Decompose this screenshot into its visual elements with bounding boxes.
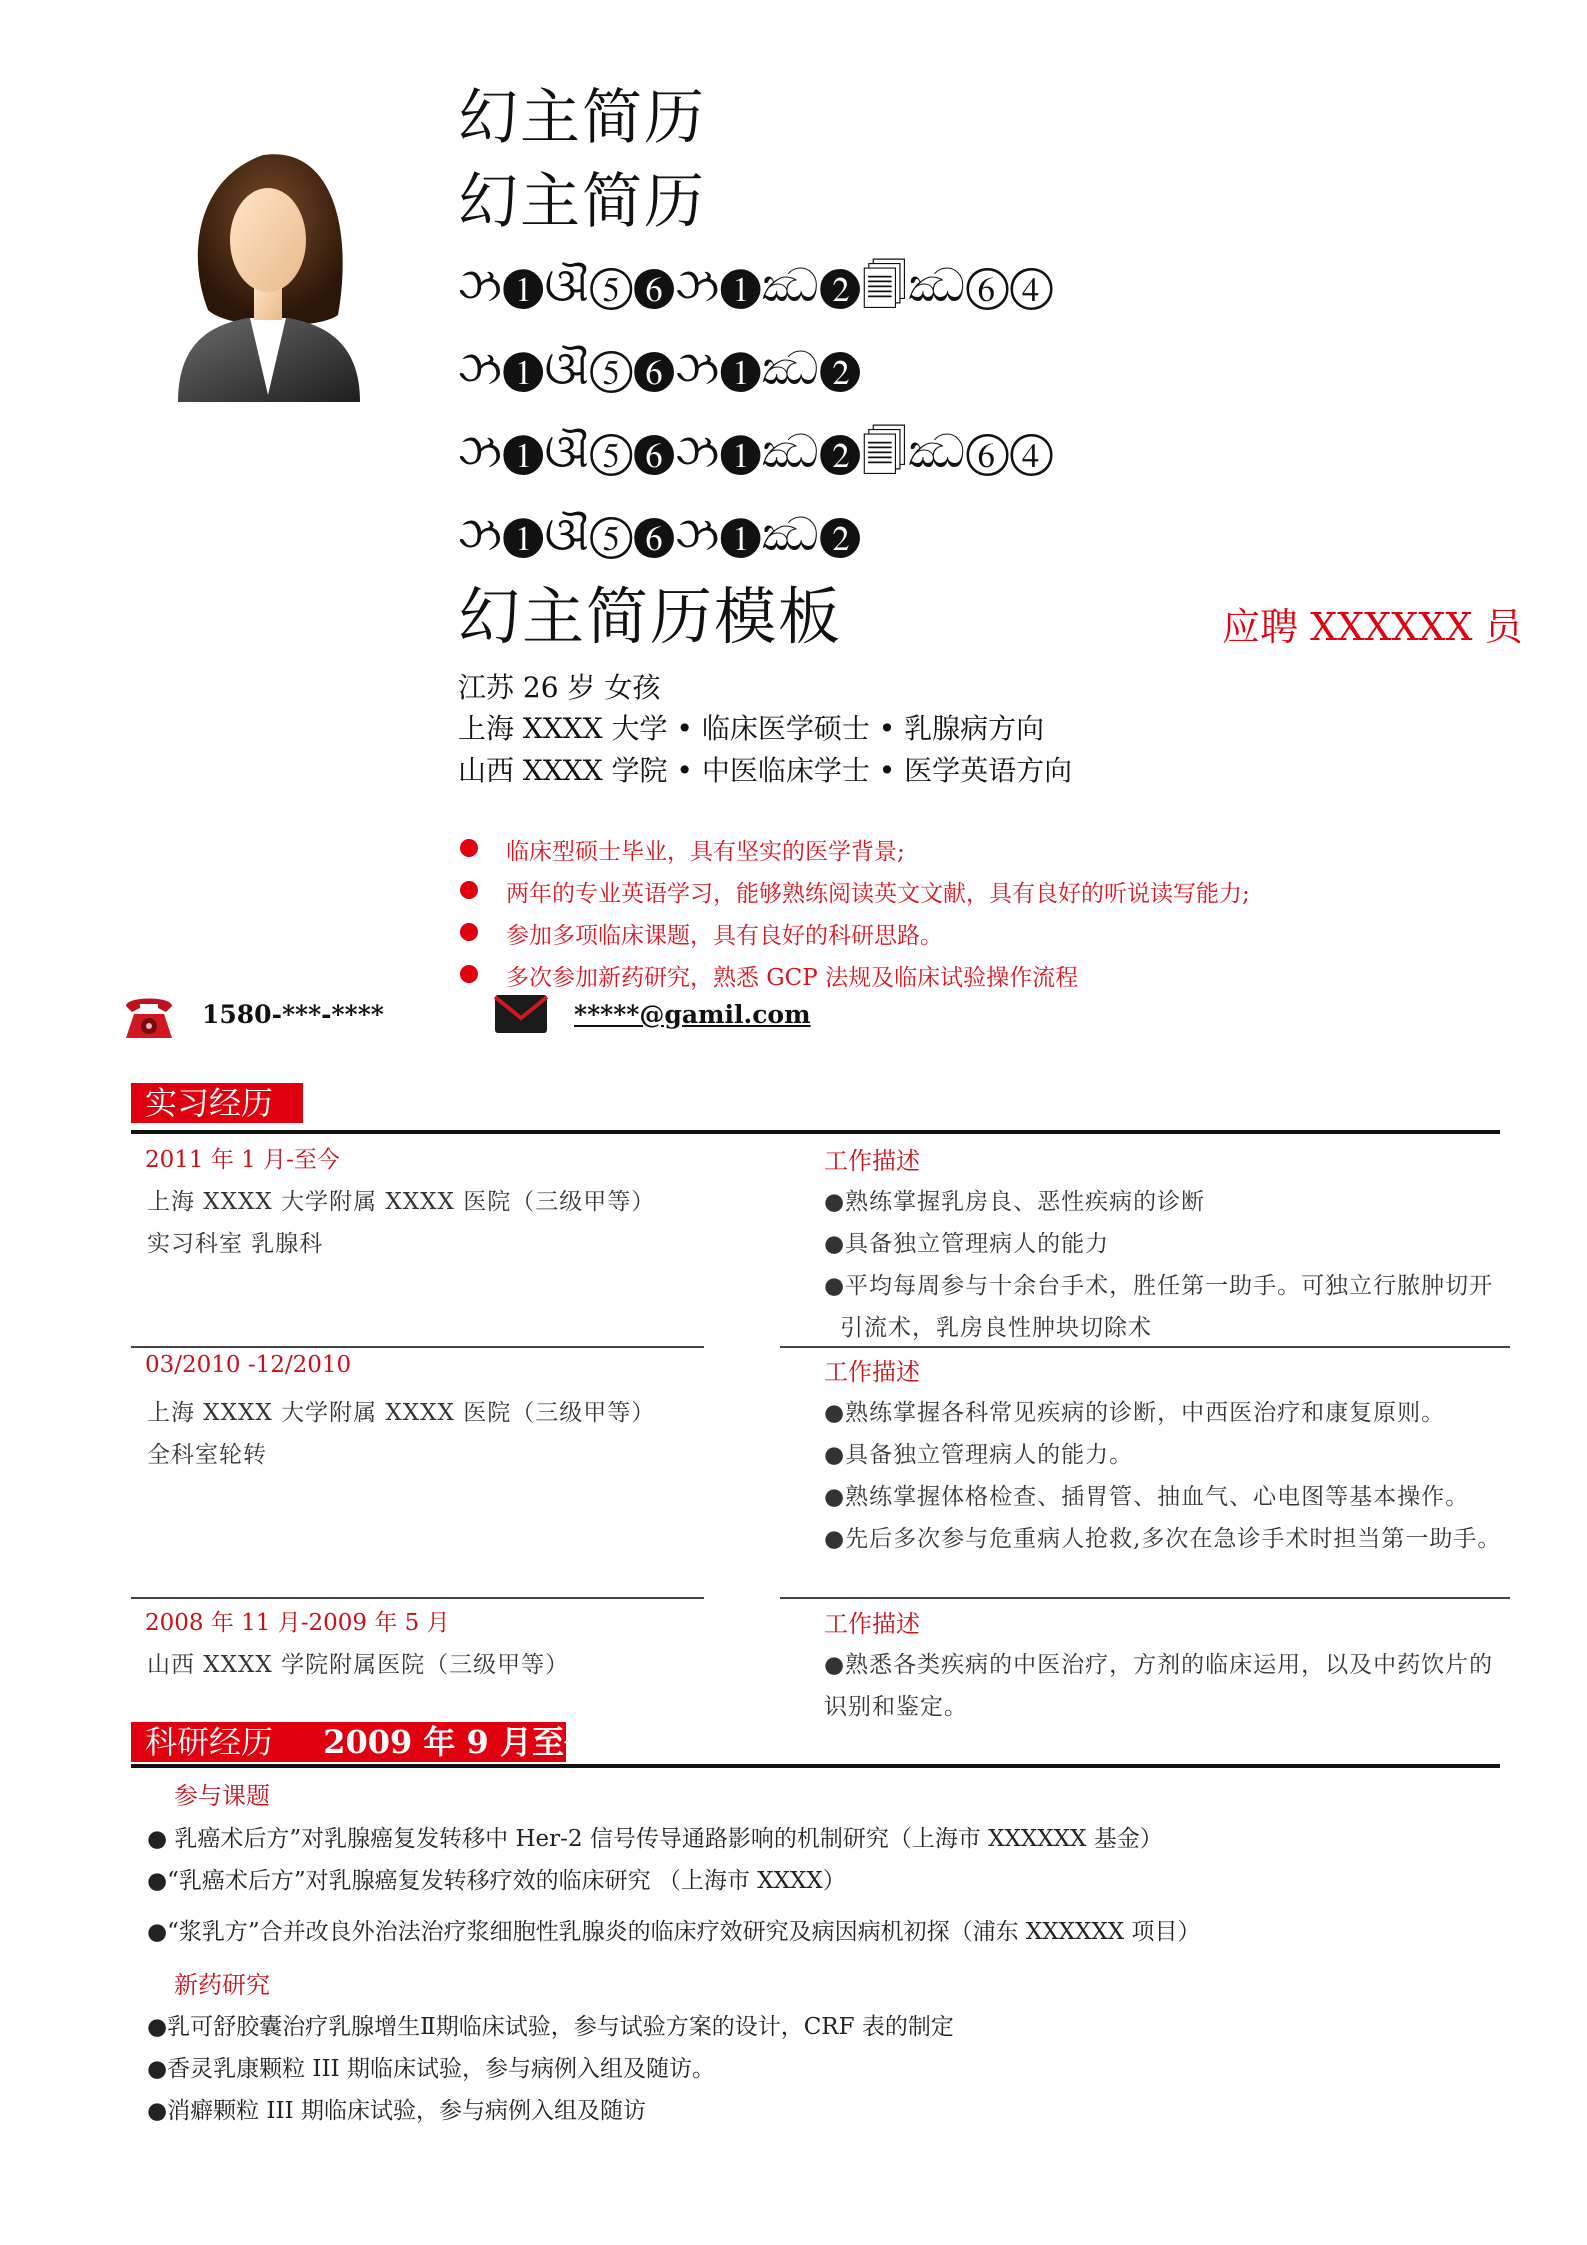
topic-item: ●“浆乳方”合并改良外治法治疗浆细胞性乳腺炎的临床疗效研究及病因病机初探（浦东 XXXXXX 项目）: [147, 1919, 1201, 1945]
phone-icon: [122, 992, 176, 1042]
entry-date: 03/2010 -12/2010: [145, 1352, 352, 1378]
symbol-line-3: ઝ❶ଔ⑤❻ઝ❶ඣ❷🗐ඣ⑥④: [458, 424, 1055, 478]
work-desc-item: ●具备独立管理病人的能力: [824, 1231, 1110, 1257]
work-desc-item: 引流术，乳房良性肿块切除术: [840, 1315, 1152, 1341]
resume-title-2: 幻主简历: [458, 167, 706, 237]
entry-org: 山西 XXXX 学院附属医院（三级甲等）: [147, 1652, 570, 1678]
work-desc-heading: 工作描述: [824, 1610, 920, 1638]
entry-date: 2011 年 1 月-至今: [145, 1147, 340, 1173]
email-address[interactable]: *****@gamil.com: [574, 1000, 811, 1029]
section-divider: [131, 1130, 1500, 1134]
work-desc-item: 识别和鉴定。: [824, 1694, 968, 1720]
resume-title-1: 幻主简历: [458, 83, 706, 153]
work-desc-item: ●具备独立管理病人的能力。: [824, 1442, 1134, 1468]
entry-org: 上海 XXXX 大学附属 XXXX 医院（三级甲等）: [147, 1189, 656, 1215]
apply-position: 应聘 XXXXXX 员: [1222, 605, 1523, 649]
entry-divider: [780, 1597, 1510, 1599]
entry-dept: 全科室轮转: [147, 1442, 267, 1468]
topic-item: ●“乳癌术后方”对乳腺癌复发转移疗效的临床研究 （上海市 XXXX）: [147, 1868, 846, 1894]
avatar: [168, 140, 368, 402]
bullet-dot-icon: [460, 923, 478, 941]
work-desc-item: ●平均每周参与十余台手术，胜任第一助手。可独立行脓肿切开: [824, 1273, 1494, 1299]
section-divider: [131, 1764, 1500, 1768]
education-2: 山西 XXXX 学院 • 中医临床学士 • 医学英语方向: [458, 754, 1073, 787]
symbol-line-2: ઝ❶ଔ⑤❻ઝ❶ඣ❷: [458, 341, 862, 395]
drugs-heading: 新药研究: [174, 1971, 270, 1999]
work-desc-item: ●熟悉各类疾病的中医治疗，方剂的临床运用，以及中药饮片的: [824, 1652, 1494, 1678]
work-desc-item: ●熟练掌握体格检查、插胃管、抽血气、心电图等基本操作。: [824, 1484, 1470, 1510]
work-desc-item: ●熟练掌握各科常见疾病的诊断，中西医治疗和康复原则。: [824, 1400, 1446, 1426]
drug-item: ●香灵乳康颗粒 III 期临床试验，参与病例入组及随访。: [147, 2056, 715, 2082]
topics-heading: 参与课题: [174, 1782, 270, 1810]
email-icon: [494, 994, 548, 1034]
research-date: 2009 年 9 月至今: [323, 1723, 596, 1761]
work-desc-item: ●熟练掌握乳房良、恶性疾病的诊断: [824, 1189, 1206, 1215]
drug-item: ●消癖颗粒 III 期临床试验，参与病例入组及随访: [147, 2098, 646, 2124]
entry-org: 上海 XXXX 大学附属 XXXX 医院（三级甲等）: [147, 1400, 656, 1426]
work-desc-heading: 工作描述: [824, 1358, 920, 1386]
drug-item: ●乳可舒胶囊治疗乳腺增生Ⅱ期临床试验，参与试验方案的设计，CRF 表的制定: [147, 2014, 954, 2040]
work-desc-heading: 工作描述: [824, 1147, 920, 1175]
bullet-dot-icon: [460, 965, 478, 983]
basic-info: 江苏 26 岁 女孩: [458, 671, 661, 704]
bullet-dot-icon: [460, 839, 478, 857]
main-title: 幻主简历模板: [458, 580, 843, 653]
symbol-line-1: ઝ❶ଔ⑤❻ઝ❶ඣ❷🗐ඣ⑥④: [458, 258, 1055, 312]
entry-divider: [131, 1597, 704, 1599]
phone-number: 1580-***-****: [202, 1000, 384, 1029]
entry-date: 2008 年 11 月-2009 年 5 月: [145, 1610, 450, 1636]
entry-divider: [780, 1346, 1510, 1348]
internship-section-title: 实习经历: [131, 1083, 303, 1123]
entry-dept: 实习科室 乳腺科: [147, 1231, 324, 1257]
symbol-line-4: ઝ❶ଔ⑤❻ઝ❶ඣ❷: [458, 507, 862, 561]
education-1: 上海 XXXX 大学 • 临床医学硕士 • 乳腺病方向: [458, 712, 1045, 745]
research-section-title: [131, 1722, 596, 1762]
work-desc-item: ●先后多次参与危重病人抢救,多次在急诊手术时担当第一助手。: [824, 1526, 1502, 1552]
topic-item: ● 乳癌术后方”对乳腺癌复发转移中 Her-2 信号传导通路影响的机制研究（上海市 XXXXXX 基金）: [147, 1826, 1163, 1852]
research-title-text: 科研经历: [145, 1723, 274, 1761]
bullet-dot-icon: [460, 881, 478, 899]
entry-divider: [131, 1346, 704, 1348]
